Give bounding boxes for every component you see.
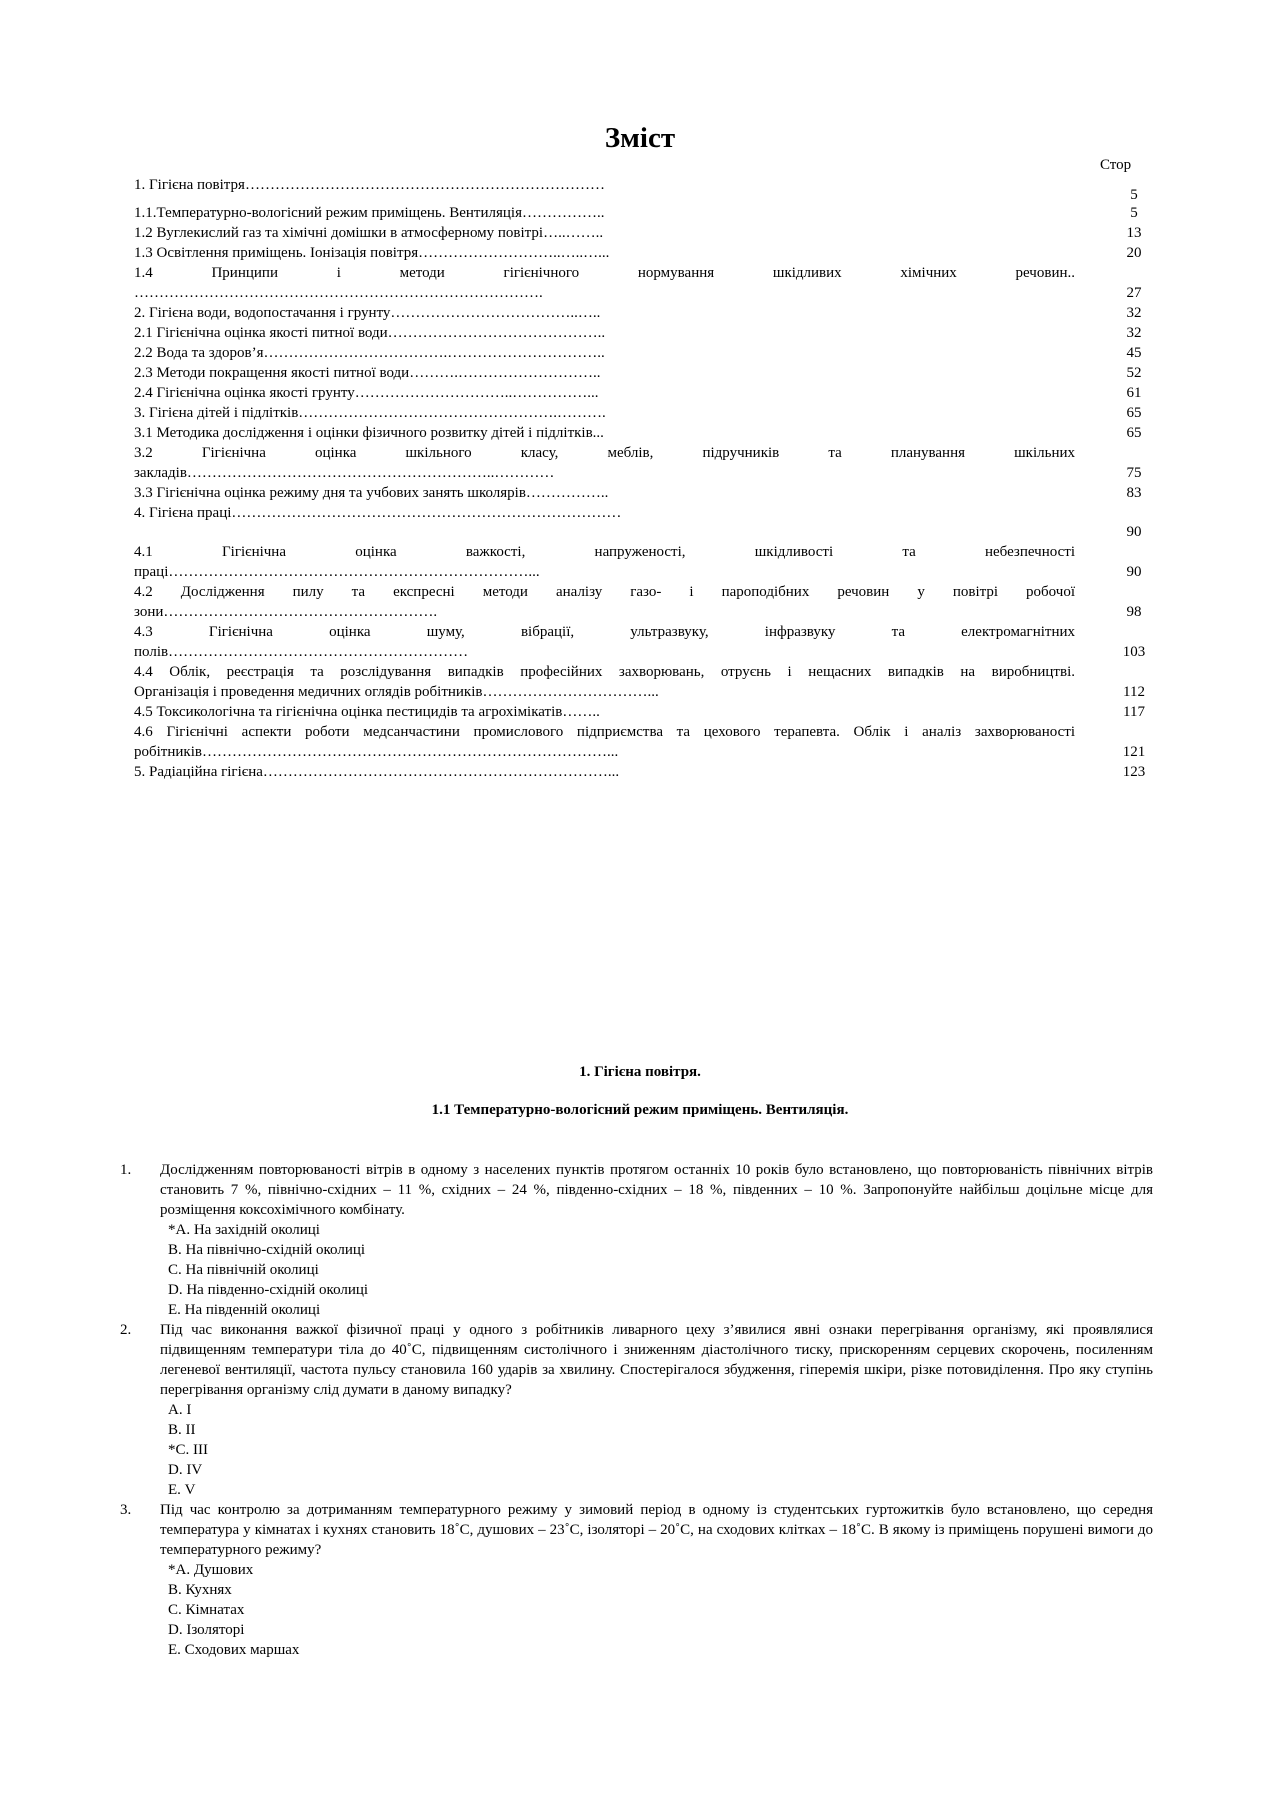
answer-option: В. На північно-східній околиці xyxy=(168,1242,366,1258)
toc-entry: 2.2 Вода та здоров’я……………………………….………………………….. xyxy=(134,345,605,361)
section-subtitle: 1.1 Температурно-вологісний режим приміщень. Вентиляція. xyxy=(431,1102,849,1118)
toc-entry-continuation: закладів……………………………………………………..………… xyxy=(134,465,555,481)
toc-entry: 3. Гігієна дітей і підлітків…………………………………………….………. xyxy=(134,405,606,421)
toc-entry-continuation: праці………………………………………………………………... xyxy=(134,564,540,580)
toc-page-number: 112 xyxy=(1123,684,1145,700)
toc-page-number: 65 xyxy=(1126,405,1142,421)
toc-entry: 3.1 Методика дослідження і оцінки фізичного розвитку дітей і підлітків... xyxy=(134,425,604,441)
answer-option: Е. Сходових маршах xyxy=(168,1642,300,1658)
toc-page-number: 98 xyxy=(1126,604,1142,620)
toc-entry: 2.4 Гігієнічна оцінка якості грунту…………………………..……………... xyxy=(134,385,599,401)
toc-page-number: 90 xyxy=(1126,524,1142,540)
question-text: Дослідженням повторюваності вітрів в одному з населених пунктів протягом останніх 10 років було встановлено, що повторюваність північних вітрів становить 7 %, північно-східних – 11 %, східних – 24 %, південно-східних – 18 %, південних – 10 %. Запропонуйте найбільш доцільне місце для розміщення коксохімічного комбінату. xyxy=(160,1162,1153,1218)
toc-entry: 1.3 Освітлення приміщень. Іонізація повітря………………………..…..…... xyxy=(134,245,610,261)
question-number: 3. xyxy=(120,1502,132,1518)
toc-entry-continuation: робітників………………………………………………………………………... xyxy=(134,744,619,760)
toc-entry: 4.5 Токсикологічна та гігієнічна оцінка пестицидів та агрохімікатів…….. xyxy=(134,704,600,720)
toc-page-header: Стор xyxy=(1100,157,1132,173)
answer-option: Е. На південній околиці xyxy=(168,1302,321,1318)
toc-page-number: 103 xyxy=(1122,644,1146,660)
toc-entry: 2. Гігієна води, водопостачання і грунту………………………………..….. xyxy=(134,305,601,321)
toc-entry: 3.2 Гігієнічна оцінка шкільного класу, меблів, підручників та планування шкільних xyxy=(134,445,1075,461)
toc-page-number: 121 xyxy=(1122,744,1146,760)
toc-page-number: 5 xyxy=(1130,205,1138,221)
toc-page-number: 83 xyxy=(1126,485,1142,501)
answer-option: D. На південно-східній околиці xyxy=(168,1282,369,1298)
answer-option: D. Ізоляторі xyxy=(168,1622,245,1638)
toc-entry: 1.4 Принципи і методи гігієнічного нормування шкідливих хімічних речовин.. xyxy=(134,265,1075,281)
toc-page-number: 75 xyxy=(1126,465,1142,481)
question-number: 2. xyxy=(120,1322,132,1338)
answer-option: В. Кухнях xyxy=(168,1582,232,1598)
answer-option: *А. На західній околиці xyxy=(168,1222,320,1238)
question-text: Під час контролю за дотриманням температурного режиму у зимовий період в одному із студентських гуртожитків було встановлено, що середня температура у кімнатах і кухнях становить 18˚С, душових – 23˚С, ізоляторі – 20˚С, на сходових клітках – 18˚С. В якому із приміщень порушені вимоги до температурного режиму? xyxy=(160,1502,1153,1558)
toc-page-number: 45 xyxy=(1126,345,1142,361)
toc-entry-continuation: Організація і проведення медичних оглядів робітників……………………………... xyxy=(134,684,659,700)
toc-entry: 4.2 Дослідження пилу та експресні методи аналізу газо- і пароподібних речовин у повітрі робочої xyxy=(134,584,1075,600)
toc-page-number: 20 xyxy=(1126,245,1142,261)
question-number: 1. xyxy=(120,1162,132,1178)
toc-entry: 1.2 Вуглекислий газ та хімічні домішки в атмосферному повітрі…..…….. xyxy=(134,225,604,241)
toc-entry: 2.1 Гігієнічна оцінка якості питної води…………………………………….. xyxy=(134,325,606,341)
toc-entry: 2.3 Методи покращення якості питної води……….……………………….. xyxy=(134,365,601,381)
toc-page-number: 5 xyxy=(1130,187,1138,203)
answer-option: С. Кімнатах xyxy=(168,1602,245,1618)
toc-title: Зміст xyxy=(604,122,676,154)
section-title: 1. Гігієна повітря. xyxy=(579,1064,701,1080)
toc-entry: 5. Радіаційна гігієна……………………………………………………………... xyxy=(134,764,620,780)
answer-option: D. IV xyxy=(168,1462,203,1478)
toc-page-number: 123 xyxy=(1122,764,1146,780)
toc-page-number: 27 xyxy=(1126,285,1142,301)
toc-entry-continuation: ………………………………………………………………………. xyxy=(134,285,543,301)
toc-entry: 3.3 Гігієнічна оцінка режиму дня та учбових занять школярів…………….. xyxy=(134,485,609,501)
toc-page-number: 32 xyxy=(1126,305,1142,321)
toc-page-number: 61 xyxy=(1126,385,1142,401)
toc-entry: 1. Гігієна повітря……………………………………………………………… xyxy=(134,177,605,193)
toc-entry: 4.1 Гігієнічна оцінка важкості, напруженості, шкідливості та небезпечності xyxy=(134,544,1075,560)
toc-entry: 4. Гігієна праці…………………………………………………………………… xyxy=(134,505,622,521)
answer-option: *А. Душових xyxy=(168,1562,254,1578)
toc-entry: 4.3 Гігієнічна оцінка шуму, вібрації, ультразвуку, інфразвуку та електромагнітних xyxy=(134,624,1075,640)
toc-page-number: 65 xyxy=(1126,425,1142,441)
toc-entry: 4.6 Гігієнічні аспекти роботи медсанчастини промислового підприємства та цехового терапевта. Облік і аналіз захворюваності xyxy=(134,724,1075,740)
toc-page-number: 13 xyxy=(1126,225,1142,241)
answer-option: А. І xyxy=(168,1402,192,1418)
toc-page-number: 52 xyxy=(1126,365,1142,381)
answer-option: *С. ІІІ xyxy=(168,1442,208,1458)
toc-page-number: 32 xyxy=(1126,325,1142,341)
toc-entry-continuation: полів…………………………………………………… xyxy=(134,644,469,660)
toc-page-number: 90 xyxy=(1126,564,1142,580)
toc-entry-continuation: зони………………………………………………. xyxy=(134,604,438,620)
answer-option: Е. V xyxy=(168,1482,196,1498)
toc-entry: 1.1.Температурно-вологісний режим приміщень. Вентиляція…………….. xyxy=(134,205,605,221)
question-text: Під час виконання важкої фізичної праці у одного з робітників ливарного цеху з’явилися явні ознаки перегрівання організму, які проявлялися підвищенням температури тіла до 40˚С, підвищенням систолічного і зниженням діастолічного тиску, прискоренням серцевих скорочень, посиленням легеневої вентиляції, частота пульсу становила 160 ударів за хвилину. Спостерігалося збудження, гіперемія шкіри, різке потовиділення. Про яку ступінь перегрівання організму слід думати в даному випадку? xyxy=(160,1322,1153,1398)
toc-page-number: 117 xyxy=(1123,704,1145,720)
answer-option: С. На північній околиці xyxy=(168,1262,319,1278)
toc-entry: 4.4 Облік, реєстрація та розслідування випадків професійних захворювань, отруєнь і нещасних випадків на виробництві. xyxy=(134,664,1075,680)
answer-option: В. ІІ xyxy=(168,1422,196,1438)
